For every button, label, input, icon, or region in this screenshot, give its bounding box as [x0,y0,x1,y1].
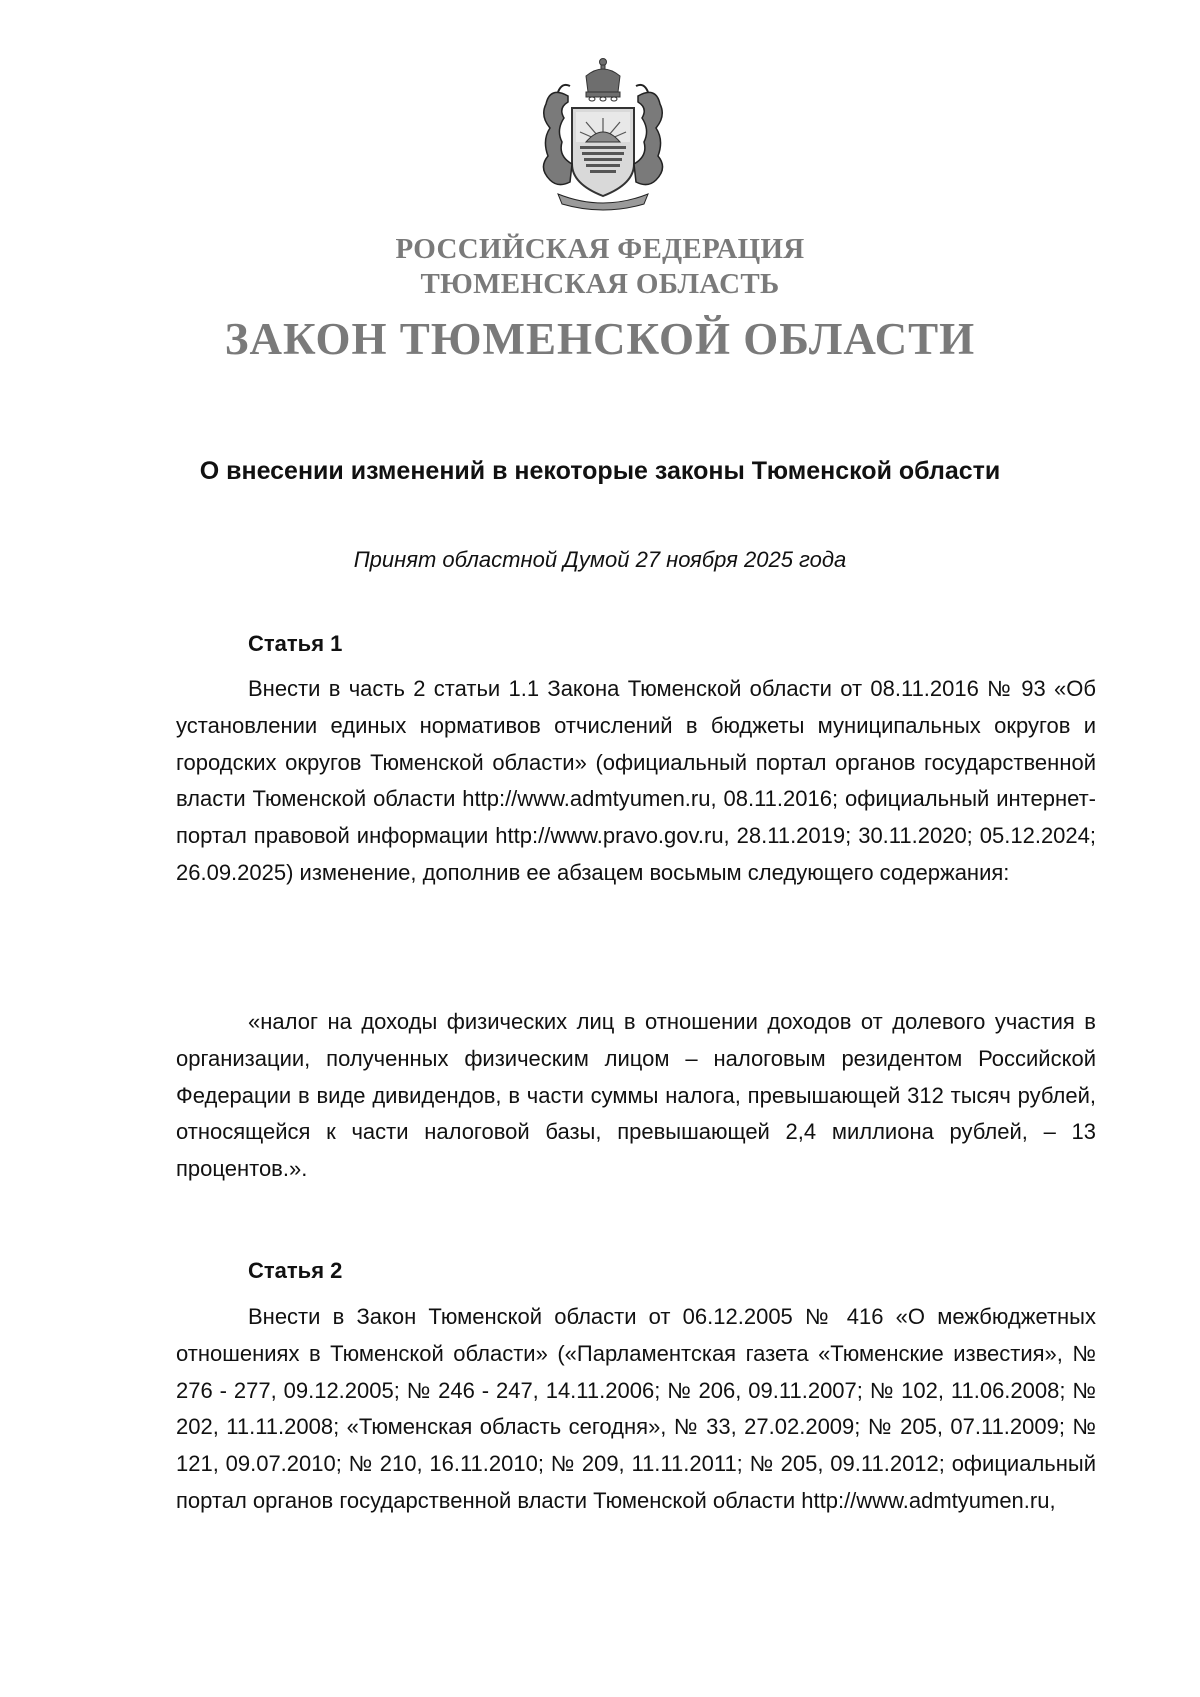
article-2-heading: Статья 2 [248,1258,343,1283]
article-1-paragraph-1: Внести в часть 2 статьи 1.1 Закона Тюменской области от 08.11.2016 № 93 «Об установлении единых нормативов отчислений в бюджеты муниципальных округов и городских округов Тюменской области» (официальный портал органов государственной власти Тюменской области http://www.admtyumen.ru, 08.11.2016; официальный интернет-портал правовой информации http://www.pravo.gov.ru, 28.11.2019; 30.11.2020; 05.12.2024; 26.09.2025) изменение, дополнив ее абзацем восьмым следующего содержания: [176,676,1096,885]
region-heading: ТЮМЕНСКАЯ ОБЛАСТЬ [420,268,780,300]
law-title: О внесении изменений в некоторые законы Тюменской области [199,457,1001,485]
document-type-heading: ЗАКОН ТЮМЕНСКОЙ ОБЛАСТИ [224,314,976,364]
article-2-paragraph-1: Внести в Закон Тюменской области от 06.12.2005 № 416 «О межбюджетных отношениях в Тюменской области» («Парламентская газета «Тюменские известия», № 276 - 277, 09.12.2005; № 246 - 247, 14.11.2006; № 206, 09.11.2007; № 102, 11.06.2008; № 202, 11.11.2008; «Тюменская область сегодня», № 33, 27.02.2009; № 205, 07.11.2009; № 121, 09.07.2010; № 210, 16.11.2010; № 209, 11.11.2011; № 205, 09.11.2012; официальный портал органов государственной власти Тюменской области http://www.admtyumen.ru, [176,1304,1096,1513]
country-heading: РОССИЙСКАЯ ФЕДЕРАЦИЯ [395,233,805,265]
adoption-note: Принят областной Думой 27 ноября 2025 года [353,547,847,572]
article-1-heading: Статья 1 [248,631,343,656]
coat-of-arms-emblem [528,56,678,212]
article-1-paragraph-2: «налог на доходы физических лиц в отношении доходов от долевого участия в организации, полученных физическим лицом – налоговым резидентом Российской Федерации в виде дивидендов, в части суммы налога, превышающей 312 тысяч рублей, относящейся к части налоговой базы, превышающей 2,4 миллиона рублей, – 13 процентов.». [176,1009,1096,1182]
